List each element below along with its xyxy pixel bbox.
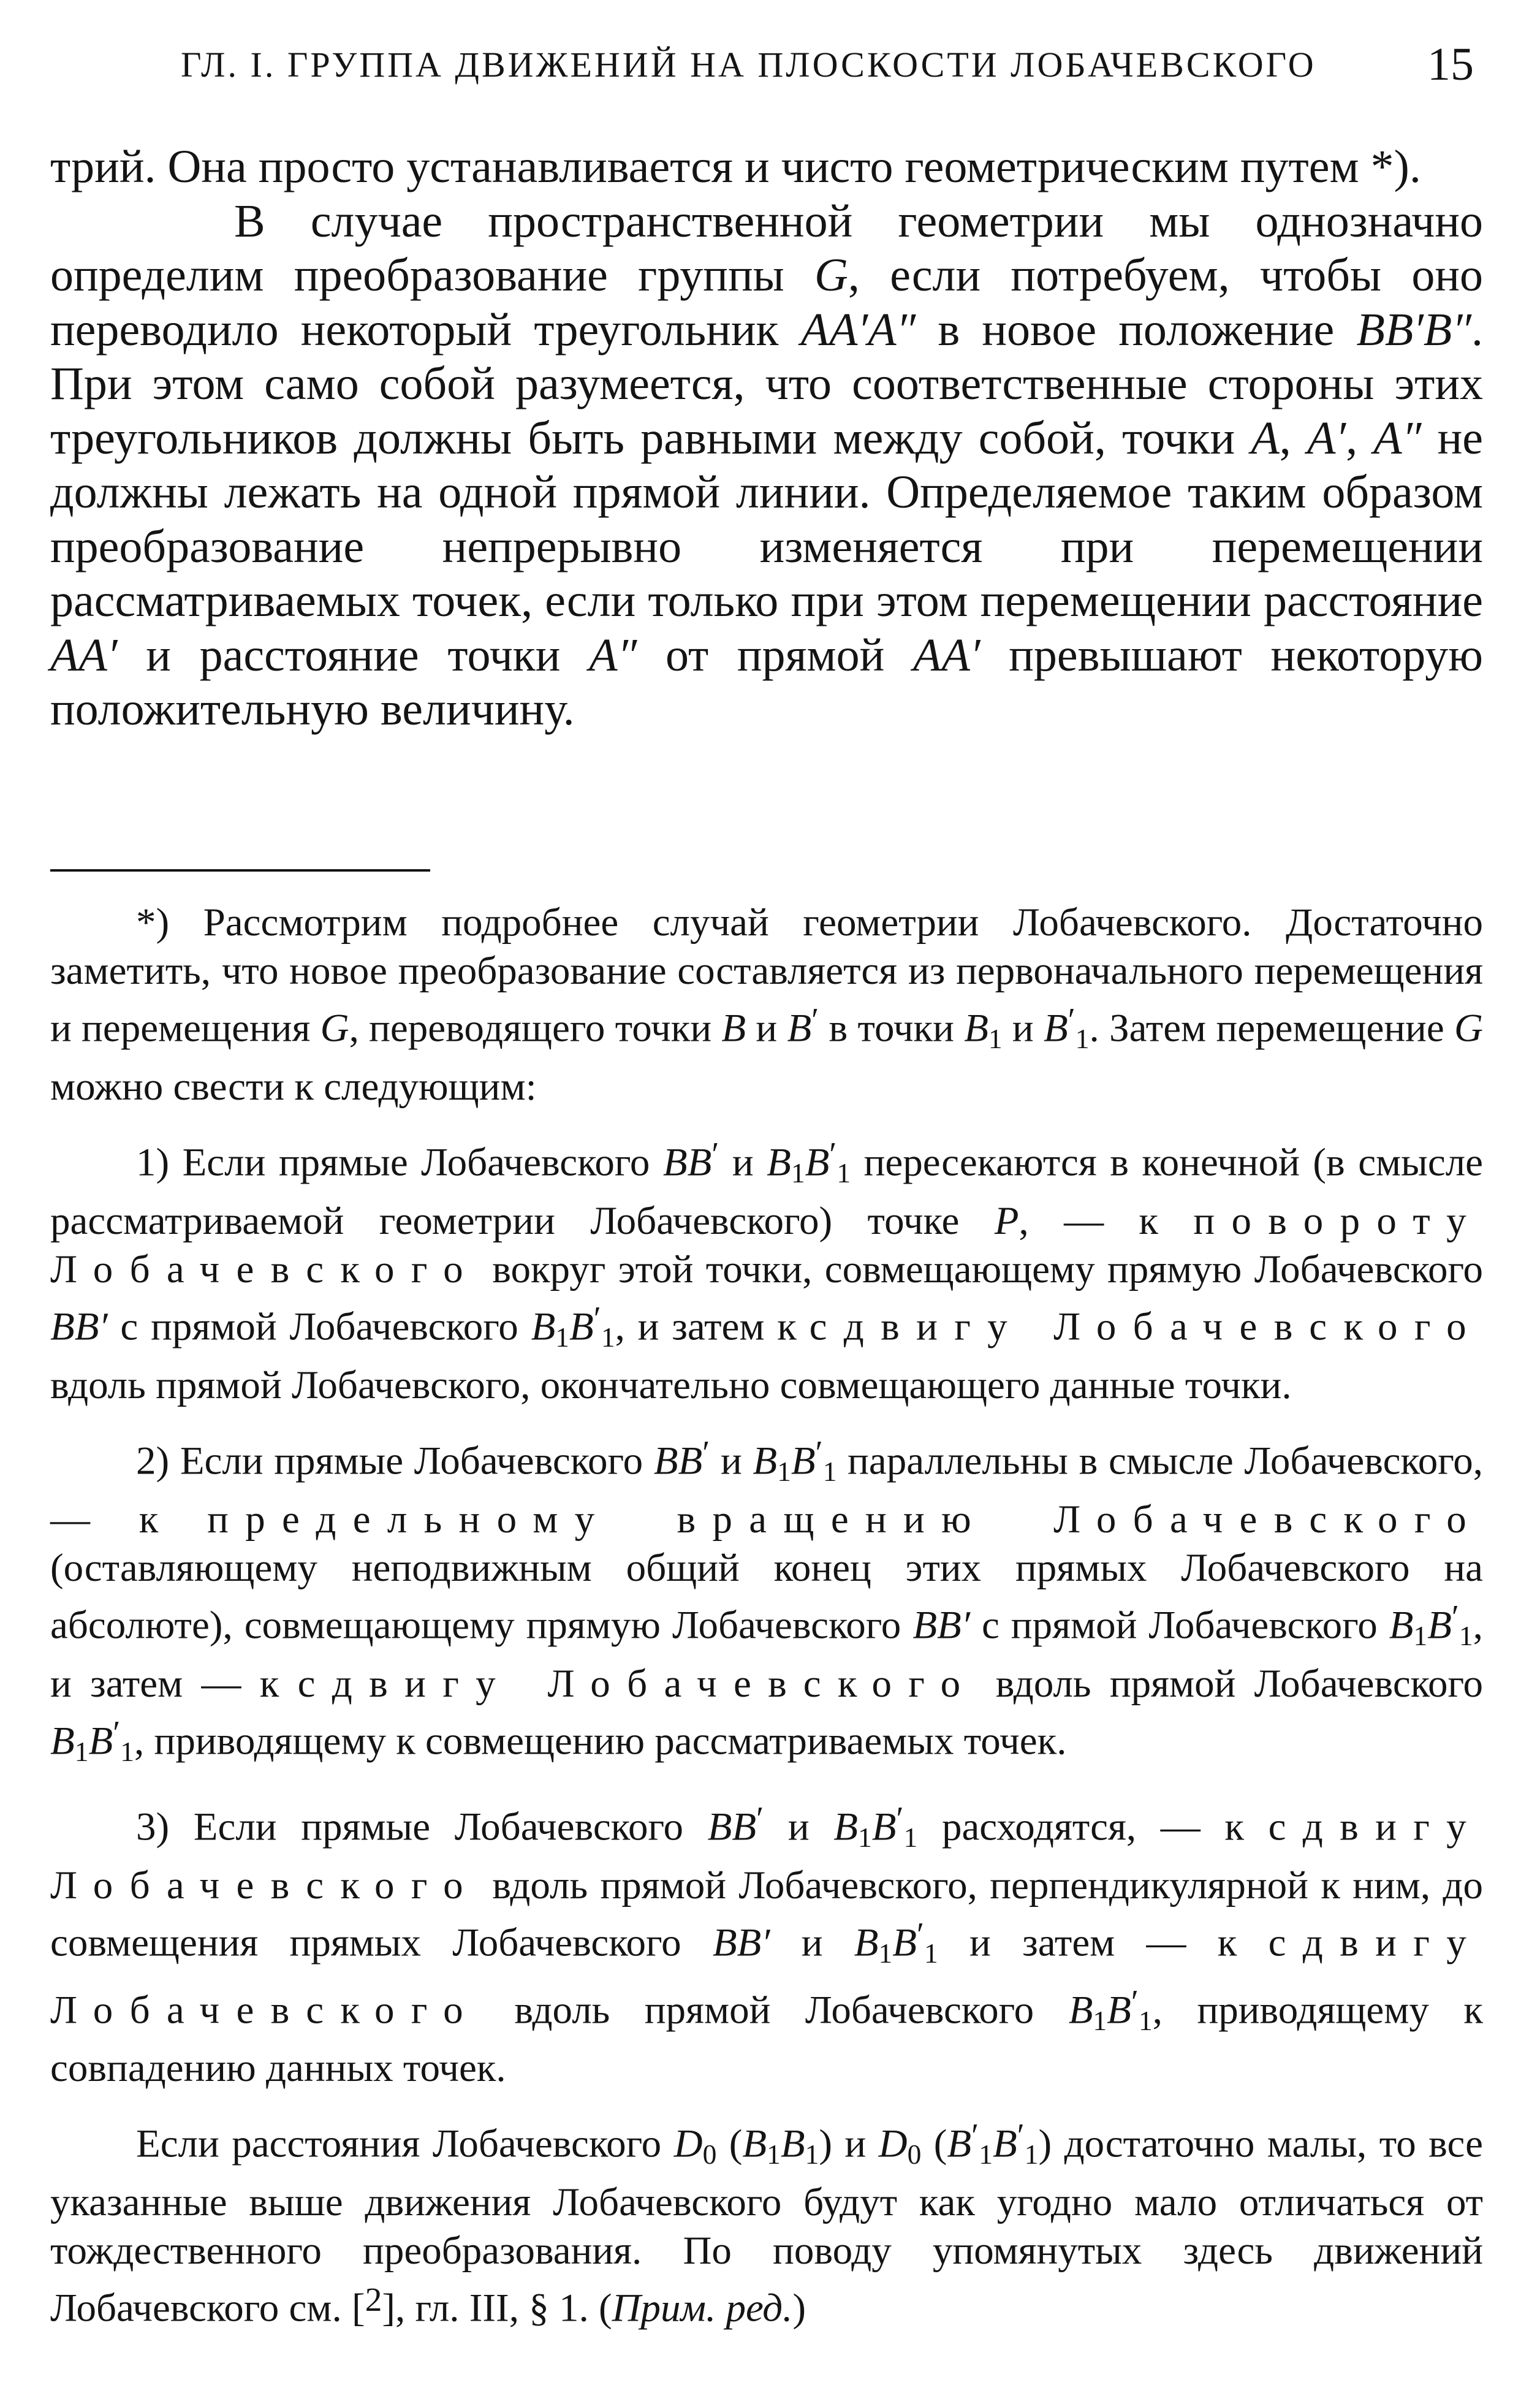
math-symbol: B — [50, 1719, 75, 1763]
text-run: (оставляющему неподвижным общий конец этих прямых Лобачевского на абсолюте), совмещающему прямую Лобачевского — [50, 1545, 1483, 1648]
footnote-paragraph — [50, 899, 1483, 1111]
text-run: , приводящему к совпадению данных точек. — [50, 1988, 1483, 2091]
subscript: 1 — [1413, 1619, 1428, 1651]
text-run: Если расстояния Лобачевского — [136, 2122, 674, 2166]
math-symbol: B — [780, 2122, 805, 2166]
text-run: ( — [921, 2122, 947, 2166]
subscript: 1 — [1075, 1022, 1090, 1054]
spaced-term: сдвигу Лобачевского — [50, 1920, 1483, 2033]
spaced-term: сдвигу Лобачевского — [809, 1304, 1483, 1349]
math-symbol: BB′ — [912, 1603, 970, 1648]
math-symbol: A″ — [1373, 412, 1422, 464]
subscript: 1 — [1459, 1619, 1473, 1651]
spaced-term: сдвигу Лобачевского — [50, 1805, 1483, 1908]
math-symbol: BB′B″ — [1356, 303, 1471, 356]
superscript: ′ — [1017, 2117, 1025, 2155]
text-run: пересекаются в конечной (в смысле рассматриваемой геометрии Лобачевского) точке — [50, 1140, 1483, 1243]
text-run: и — [746, 1006, 787, 1051]
text-run: ) и — [819, 2122, 879, 2166]
text-run: трий. Она просто устанавливается и чисто геометрическим путем *). — [50, 141, 1421, 192]
math-symbol: B — [871, 1805, 897, 1849]
main-text — [50, 140, 1483, 737]
text-run: в новое положение — [916, 303, 1357, 356]
text-run: вдоль прямой Лобачевского, перпендикулярной к ним, до совмещения прямых Лобачевского — [50, 1863, 1483, 1965]
text-run: 3) Если прямые Лобачевского — [136, 1805, 708, 1849]
subscript: 0 — [907, 2139, 922, 2170]
subscript: 1 — [903, 1821, 918, 1853]
paragraph — [50, 194, 1483, 737]
subscript: 1 — [857, 1821, 872, 1853]
text-run: , приводящему к совмещению рассматриваемых точек. — [134, 1719, 1067, 1763]
math-symbol: AA′ — [913, 629, 981, 681]
page-number: 15 — [1427, 39, 1474, 90]
text-run: и — [770, 1920, 854, 1965]
text-run: не должны лежать на одной прямой линии. Определяемое таким образом преобразование непрерывно изменяется при перемещении рассматриваемых точек, если только при этом перемещении расстояние — [50, 412, 1483, 626]
math-symbol: BB′ — [50, 1304, 108, 1349]
math-symbol: P — [994, 1198, 1019, 1243]
text-run: ( — [716, 2122, 743, 2166]
superscript: 2 — [365, 2281, 382, 2319]
math-symbol: G — [1454, 1006, 1483, 1051]
text-run: *) Рассмотрим подробнее случай геометрии Лобачевского. Достаточно заметить, что новое преобразование составляется из первоначального перемещения и перемещения — [50, 900, 1483, 1051]
text-run: , и затем — к — [50, 1603, 1483, 1706]
subscript: 1 — [878, 1937, 893, 1969]
subscript: 1 — [777, 1455, 791, 1487]
subscript: 1 — [1093, 2004, 1107, 2036]
text-run: от прямой — [637, 629, 914, 681]
text-run: , и затем к — [615, 1304, 810, 1349]
superscript: ′ — [113, 1713, 121, 1751]
superscript: ′ — [916, 1915, 925, 1953]
chapter-title: ГЛ. I. ГРУППА ДВИЖЕНИЙ НА ПЛОСКОСТИ ЛОБАЧЕВСКОГО — [181, 45, 1316, 85]
text-run: и расстояние точки — [117, 629, 590, 681]
math-symbol: B — [992, 2122, 1017, 2166]
math-symbol: AA′ — [50, 629, 118, 681]
math-symbol: G — [320, 1006, 349, 1051]
footnote-paragraph — [50, 1130, 1483, 1410]
math-symbol: B — [805, 1140, 830, 1185]
text-run: и — [764, 1805, 834, 1849]
superscript: ′ — [811, 1001, 819, 1038]
subscript: 1 — [601, 1321, 615, 1353]
spaced-term: сдвигу Лобачевского — [297, 1661, 977, 1706]
superscript: ′ — [815, 1433, 823, 1471]
subscript: 1 — [1024, 2139, 1039, 2170]
math-symbol: D — [878, 2122, 908, 2166]
text-run: с прямой Лобачевского — [107, 1304, 531, 1349]
text-run: ) — [792, 2286, 806, 2330]
superscript: ′ — [1451, 1597, 1459, 1635]
math-symbol: B — [1389, 1603, 1414, 1648]
text-run: вдоль прямой Лобачевского, окончательно совмещающего данные точки. — [50, 1363, 1292, 1407]
math-symbol: B — [721, 1006, 746, 1051]
math-symbol: B — [947, 2122, 972, 2166]
text-run: . Затем перемещение — [1089, 1006, 1455, 1051]
subscript: 1 — [822, 1455, 837, 1487]
math-symbol: B — [854, 1920, 879, 1965]
math-symbol: A′ — [1307, 412, 1346, 464]
math-symbol: B — [833, 1805, 858, 1849]
math-symbol: BB — [707, 1805, 757, 1849]
text-run: , — [1279, 412, 1308, 464]
superscript: ′ — [711, 1135, 719, 1173]
text-run: параллельны в смысле Лобачевского, — к — [50, 1439, 1483, 1542]
superscript: ′ — [702, 1433, 710, 1471]
math-symbol: B — [767, 1140, 791, 1185]
math-symbol: B — [1068, 1988, 1093, 2033]
text-run: , — к — [1018, 1198, 1194, 1243]
text-run: и затем — к — [938, 1920, 1269, 1965]
running-header — [181, 38, 1474, 93]
math-symbol: B — [1043, 1006, 1068, 1051]
math-symbol: B — [742, 2122, 767, 2166]
math-symbol: D — [673, 2122, 703, 2166]
superscript: ′ — [1131, 1982, 1139, 2020]
text-run: и — [719, 1140, 767, 1185]
footnote-paragraph — [50, 1428, 1483, 1776]
superscript: ′ — [756, 1799, 764, 1837]
text-run: и — [1002, 1006, 1044, 1051]
math-symbol: AA′A″ — [800, 303, 916, 356]
subscript: 1 — [767, 2139, 781, 2170]
text-run: 2) Если прямые Лобачевского — [136, 1439, 654, 1483]
math-symbol: B — [964, 1006, 988, 1051]
text-run: и — [710, 1439, 753, 1483]
subscript: 1 — [988, 1022, 1003, 1054]
text-run: , переводящего точки — [349, 1006, 722, 1051]
math-symbol: B — [88, 1719, 113, 1763]
subscript: 1 — [1138, 2004, 1153, 2036]
subscript: 1 — [555, 1321, 570, 1353]
text-run: вдоль прямой Лобачевского — [479, 1988, 1069, 2033]
math-symbol: B — [753, 1439, 778, 1483]
text-run: 1) Если прямые Лобачевского — [136, 1140, 663, 1185]
math-symbol: B — [569, 1304, 594, 1349]
math-symbol: B — [791, 1439, 816, 1483]
footnote-divider — [50, 869, 430, 872]
footnote-paragraph — [50, 1794, 1483, 2093]
text-run: ], гл. III, § 1. ( — [382, 2286, 612, 2330]
text-run: превышают некоторую положительную величину. — [50, 629, 1484, 735]
superscript: ′ — [829, 1135, 837, 1173]
math-symbol: A″ — [589, 629, 637, 681]
math-symbol: B — [892, 1920, 917, 1965]
superscript: ′ — [896, 1799, 904, 1837]
math-symbol: B — [1427, 1603, 1452, 1648]
subscript: 1 — [979, 2139, 993, 2170]
text-run: расходятся, — к — [917, 1805, 1269, 1849]
text-run: ) достаточно малы, то все указанные выше движения Лобачевского будут как угодно мало отличаться от тождественного преобразования. По поводу упомянутых здесь движений Лобачевского см. [ — [50, 2122, 1483, 2330]
text-run: , — [1346, 412, 1374, 464]
spaced-term: предельному вращению Лобачевского — [207, 1497, 1483, 1542]
text-run: В случае пространственной геометрии мы однозначно определим преобразование группы — [50, 195, 1483, 301]
math-symbol: B — [787, 1006, 812, 1051]
text-run: вокруг этой точки, совмещающему прямую Лобачевского — [479, 1247, 1483, 1291]
spaced-term: повороту Лобачевского — [50, 1198, 1483, 1291]
superscript: ′ — [593, 1299, 601, 1337]
footnote-paragraph — [50, 2111, 1483, 2333]
subscript: 1 — [74, 1735, 89, 1767]
math-symbol: BB — [662, 1140, 712, 1185]
text-run: с прямой Лобачевского — [969, 1603, 1389, 1648]
text-run: . При этом само собой разумеется, что соответственные стороны этих треугольников должны быть равными между собой, точки — [50, 303, 1483, 464]
subscript: 1 — [120, 1735, 135, 1767]
math-symbol: BB′ — [712, 1920, 770, 1965]
math-symbol: B — [531, 1304, 556, 1349]
superscript: ′ — [1068, 1001, 1075, 1038]
footnote — [50, 899, 1483, 2333]
text-run: вдоль прямой Лобачевского — [977, 1661, 1483, 1706]
math-symbol: B — [1107, 1988, 1131, 2033]
paragraph — [50, 140, 1483, 194]
text-run: , если потребуем, чтобы оно переводило некоторый треугольник — [50, 249, 1483, 356]
math-symbol: A — [1251, 412, 1280, 464]
text-run: можно свести к следующим: — [50, 1064, 537, 1109]
subscript: 1 — [836, 1157, 851, 1189]
subscript: 1 — [924, 1937, 938, 1969]
superscript: ′ — [971, 2117, 979, 2155]
math-symbol: BB — [653, 1439, 703, 1483]
math-symbol: G — [814, 249, 848, 301]
subscript: 0 — [702, 2139, 717, 2170]
text-run: в точки — [819, 1006, 965, 1051]
subscript: 1 — [805, 2139, 819, 2170]
math-symbol: Прим. ред. — [612, 2286, 793, 2330]
subscript: 1 — [791, 1157, 805, 1189]
